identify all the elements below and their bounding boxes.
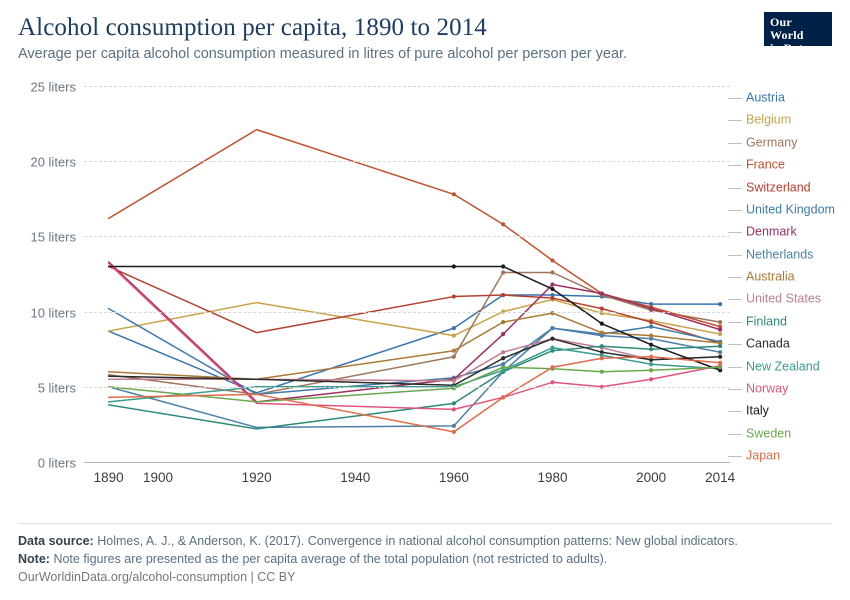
data-point <box>501 395 505 399</box>
legend-connector <box>728 299 742 300</box>
x-axis-tick-label: 1980 <box>537 470 568 485</box>
legend-connector <box>728 344 742 345</box>
gridline <box>30 154 730 170</box>
data-point <box>550 346 554 350</box>
legend-connector <box>728 188 742 189</box>
legend-connector <box>728 367 742 368</box>
y-axis-tick-label: 10 liters <box>30 305 76 321</box>
legend-item-united-states[interactable]: United States <box>746 291 822 306</box>
data-point <box>501 356 505 360</box>
logo-line-1: Our World <box>770 15 804 42</box>
data-point <box>550 326 554 330</box>
data-point <box>501 293 505 297</box>
gridline <box>30 305 730 321</box>
x-axis-tick-label: 1900 <box>142 470 173 485</box>
data-point <box>452 355 456 359</box>
data-point <box>718 332 722 336</box>
chart-plot-wrapper <box>18 78 835 498</box>
legend-connector <box>728 255 742 256</box>
legend-item-australia[interactable]: Australia <box>746 269 795 284</box>
data-point <box>600 370 604 374</box>
data-point <box>600 291 604 295</box>
logo-line-2: in Data <box>770 41 810 55</box>
chart-subtitle: Average per capita alcohol consumption measured in litres of pure alcohol per person per year. <box>18 46 628 62</box>
data-point <box>550 282 554 286</box>
footer-attribution: OurWorldinData.org/alcohol-consumption | CC BY <box>18 570 296 584</box>
data-point <box>600 322 604 326</box>
data-point <box>649 343 653 347</box>
data-point <box>649 325 653 329</box>
data-point <box>501 320 505 324</box>
data-point <box>452 379 456 383</box>
legend-connector <box>728 98 742 99</box>
legend-connector <box>728 411 742 412</box>
data-point <box>550 296 554 300</box>
data-point <box>452 294 456 298</box>
legend-item-italy[interactable]: Italy <box>746 403 769 418</box>
gridline <box>37 380 730 396</box>
footer-note <box>18 551 832 568</box>
data-point <box>550 337 554 341</box>
data-point <box>452 401 456 405</box>
data-point <box>550 287 554 291</box>
chart-legend <box>728 86 835 463</box>
chart-header <box>18 14 832 62</box>
data-point <box>452 326 456 330</box>
data-point <box>600 356 604 360</box>
legend-connector <box>728 120 742 121</box>
legend-item-finland[interactable]: Finland <box>746 314 787 329</box>
x-axis-tick-label: 1920 <box>241 470 272 485</box>
legend-item-belgium[interactable]: Belgium <box>746 112 792 127</box>
legend-item-netherlands[interactable]: Netherlands <box>746 247 814 262</box>
data-point <box>718 328 722 332</box>
data-point <box>649 377 653 381</box>
data-point <box>718 355 722 359</box>
data-point <box>550 365 554 369</box>
x-axis-tick-label: 2014 <box>705 470 736 485</box>
data-point <box>452 407 456 411</box>
series-line <box>109 309 720 395</box>
data-point <box>452 430 456 434</box>
owid-logo <box>764 12 832 55</box>
y-axis-tick-label: 20 liters <box>30 154 76 170</box>
gridline <box>30 79 730 95</box>
data-point <box>649 320 653 324</box>
data-point <box>718 361 722 365</box>
data-point <box>649 368 653 372</box>
data-point <box>550 270 554 274</box>
footer-source-text: Holmes, A. J., & Anderson, K. (2017). Convergence in national alcohol consumption patterns: New global indicators. <box>97 534 738 548</box>
data-point <box>718 320 722 324</box>
chart-footer <box>18 523 832 586</box>
legend-item-united-kingdom[interactable]: United Kingdom <box>746 202 835 217</box>
legend-connector <box>728 389 742 390</box>
footer-note-label: Note: <box>18 552 50 566</box>
data-point <box>649 334 653 338</box>
legend-connector <box>728 434 742 435</box>
series-line <box>109 266 720 343</box>
legend-connector <box>728 165 742 166</box>
legend-connector <box>728 322 742 323</box>
legend-connector <box>728 210 742 211</box>
footer-source <box>18 533 832 550</box>
y-axis-tick-label: 15 liters <box>30 229 76 245</box>
series-lines <box>84 86 730 462</box>
data-point <box>501 332 505 336</box>
data-point <box>718 344 722 348</box>
x-axis-tick-label: 1940 <box>340 470 371 485</box>
series-line <box>109 130 720 327</box>
data-point <box>501 270 505 274</box>
data-point <box>649 306 653 310</box>
legend-item-japan[interactable]: Japan <box>746 448 781 463</box>
legend-item-germany[interactable]: Germany <box>746 135 798 150</box>
series-line <box>109 357 720 432</box>
data-point <box>452 264 456 268</box>
legend-item-denmark[interactable]: Denmark <box>746 224 797 239</box>
legend-item-sweden[interactable]: Sweden <box>746 426 792 441</box>
data-point <box>600 306 604 310</box>
x-axis-tick-label: 1890 <box>93 470 124 485</box>
legend-item-switzerland[interactable]: Switzerland <box>746 180 811 194</box>
x-axis-tick-label: 2000 <box>636 470 667 485</box>
data-point <box>452 349 456 353</box>
gridline <box>37 455 730 471</box>
data-point <box>452 334 456 338</box>
data-point <box>550 380 554 384</box>
y-axis-tick-label: 5 liters <box>37 380 76 396</box>
x-axis-tick-label: 1960 <box>438 470 469 485</box>
data-point <box>501 365 505 369</box>
data-point <box>452 424 456 428</box>
data-point <box>718 302 722 306</box>
page-title: Alcohol consumption per capita, 1890 to 2014 <box>18 14 487 41</box>
data-point <box>600 331 604 335</box>
data-point <box>649 362 653 366</box>
legend-connector <box>728 232 742 233</box>
data-point <box>501 350 505 354</box>
data-point <box>550 258 554 262</box>
legend-item-norway[interactable]: Norway <box>746 381 789 396</box>
legend-item-france[interactable]: France <box>746 157 785 172</box>
data-point <box>649 355 653 359</box>
y-axis-tick-label: 25 liters <box>30 79 76 95</box>
data-point <box>452 192 456 196</box>
data-point <box>718 350 722 354</box>
data-point <box>501 264 505 268</box>
legend-item-new-zealand[interactable]: New Zealand <box>746 359 820 373</box>
legend-item-canada[interactable]: Canada <box>746 336 790 351</box>
legend-connector <box>728 277 742 278</box>
footer-source-label: Data source: <box>18 534 94 548</box>
legend-connector <box>728 456 742 457</box>
gridline <box>30 229 730 245</box>
legend-connector <box>728 143 742 144</box>
y-axis-tick-label: 0 liters <box>37 455 76 471</box>
plot-area <box>30 79 736 485</box>
data-point <box>600 344 604 348</box>
data-point <box>718 365 722 369</box>
footer-note-text: Note figures are presented as the per capita average of the total population (not restricted to adults). <box>53 552 608 566</box>
legend-item-austria[interactable]: Austria <box>746 90 785 105</box>
data-point <box>501 222 505 226</box>
data-point <box>649 347 653 351</box>
